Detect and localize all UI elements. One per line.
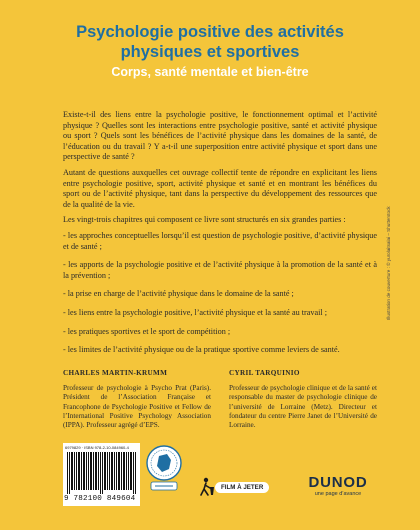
list-item: - les liens entre la psychologie positive, l’activité physique et la santé au travail ;	[63, 307, 327, 317]
author-name: CHARLES MARTIN-KRUMM	[63, 369, 168, 377]
intro-paragraph-3: Les vingt-trois chapitres qui composent ce livre sont structurés en six grandes parties :	[63, 215, 346, 225]
isbn-label: 6979829 · ISBN 978-2-10-084960-4	[65, 445, 129, 450]
back-cover-text	[63, 110, 377, 364]
intro-paragraph-1: Existe-t-il des liens entre la psychologie positive, le fonctionnement optimal et l’activité physique ? Quelles sont les interactions entre psychologie positive, santé et activité physique ou sport ? Quels sont les bénéfices de l’activité physique dans les domaines de la santé, de l’éducation ou du travail ? Y a-t-il une superposition entre activité physique et sport dans une perspective de santé ?	[63, 110, 377, 162]
author-bio: Professeur de psychologie à Psycho Prat (Paris). Président de l’Association Française et Francophone de Psychologie Positive et Fellow de l’International Positive Psychology Association (IPPA). Professeur agrégé d’EPS.	[63, 384, 211, 430]
barcode-bars	[67, 452, 136, 494]
list-item: - les pratiques sportives et le sport de compétition ;	[63, 326, 231, 336]
intro-paragraph-2: Autant de questions auxquelles cet ouvrage collectif tente de répondre en explicitant les liens entre psychologie positive, sport, activité physique et santé et en montrant les bénéfices du sport ou de l’activité physique, tant dans la perspective du développement des ressources que de la qualité de la vie.	[63, 167, 377, 209]
author-bio: Professeur de psychologie clinique et de la santé et responsable du master de psychologie clinique de l’université de Lorraine (Metz). Directeur et fondateur du centre Pierre Janet de l’Université de Lorraine.	[229, 384, 377, 430]
cover-credit: Illustration de couverture : © yurolaitsalai – Shutterstock	[386, 206, 391, 320]
title-line-1: Psychologie positive des activités	[76, 23, 344, 41]
publisher-name: DUNOD	[308, 474, 368, 491]
film-disposal-label: FILM À JETER	[215, 482, 269, 493]
title-line-2: physiques et sportives	[120, 43, 300, 61]
book-subtitle: Corps, santé mentale et bien-être	[111, 65, 309, 79]
printed-in-france-badge-icon	[145, 444, 183, 494]
recycle-bin-icon	[198, 475, 216, 497]
author-name: CYRIL TARQUINIO	[229, 369, 300, 377]
list-item: - les apports de la psychologie positive et de l’activité physique à la promotion de la santé et à la prévention ;	[63, 260, 377, 280]
list-item: - les limites de l’activité physique ou de la pratique sportive comme leviers de santé.	[63, 345, 340, 355]
author-block-2	[229, 369, 377, 430]
parts-list	[63, 231, 377, 356]
barcode	[63, 443, 140, 506]
isbn-digits: 9 782100 849604	[64, 495, 136, 503]
author-block-1	[63, 369, 211, 430]
publisher-logo	[298, 475, 378, 498]
book-title	[0, 22, 420, 62]
list-item: - la prise en charge de l’activité physique dans le domaine de la santé ;	[63, 289, 294, 299]
publisher-tagline: une page d’avance	[314, 491, 362, 497]
list-item: - les approches conceptuelles lorsqu’il est question de psychologie positive, d’activité physique et de santé ;	[63, 230, 377, 251]
